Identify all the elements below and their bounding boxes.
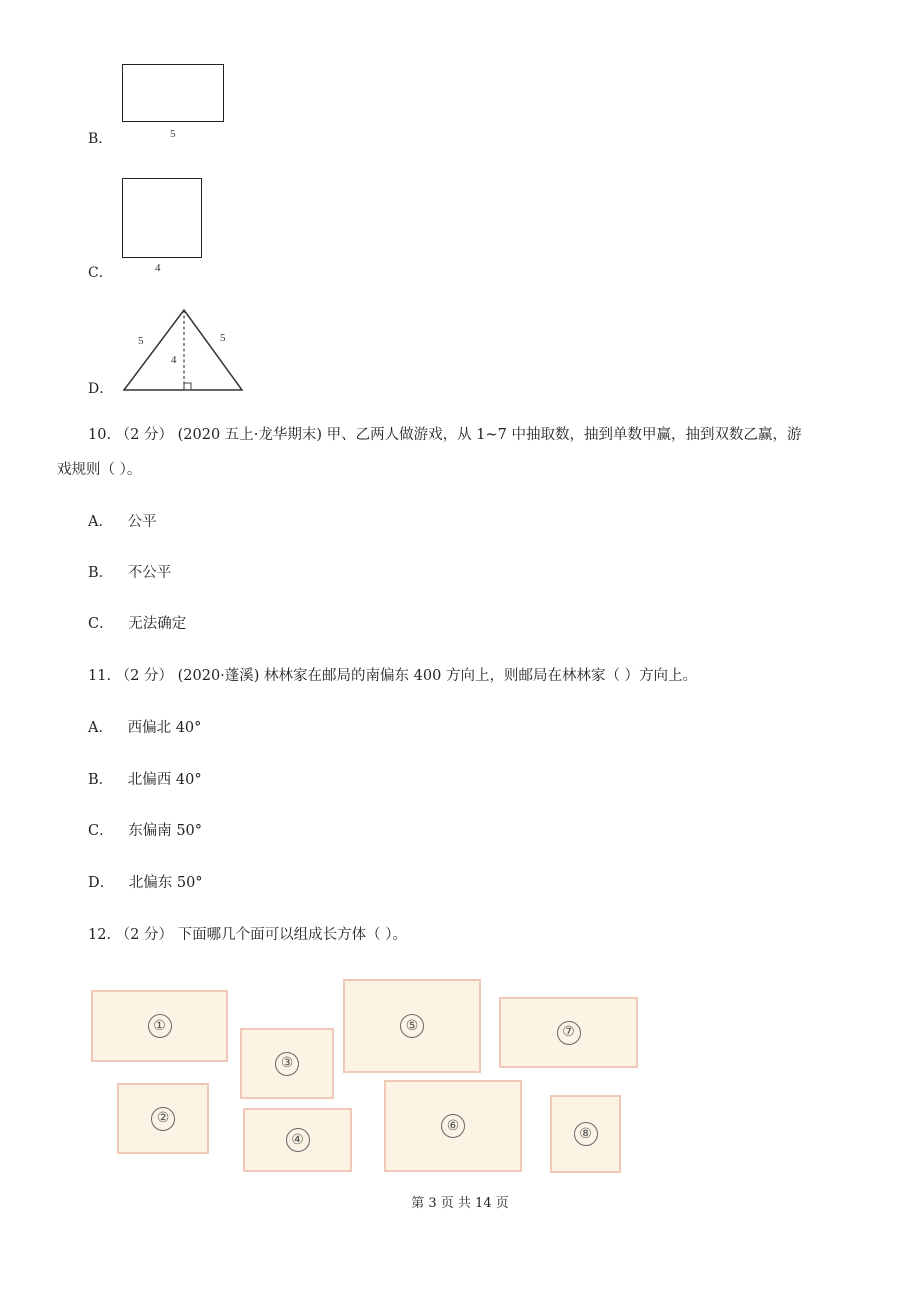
face-8	[550, 1095, 621, 1173]
option-text: 无法确定	[128, 616, 187, 632]
option-text: 北偏西 40°	[127, 772, 202, 788]
square-figure	[122, 178, 202, 258]
face-1	[91, 990, 228, 1062]
face-number: ⑤	[400, 1014, 424, 1038]
option-label: C．	[88, 616, 114, 632]
q10-option-c	[88, 614, 186, 634]
square-side-label: 4	[155, 262, 161, 274]
face-7	[499, 997, 638, 1068]
page-footer: 第 3 页 共 14 页	[411, 1196, 509, 1211]
option-label: A．	[88, 514, 113, 530]
face-3	[240, 1028, 334, 1099]
q11-option-a	[88, 718, 201, 738]
option-text: 不公平	[127, 565, 172, 581]
option-label: D．	[88, 875, 115, 891]
option-text: 公平	[127, 514, 157, 530]
face-5	[343, 979, 481, 1073]
triangle-right-side-label: 5	[220, 332, 226, 344]
triangle-figure	[118, 304, 248, 394]
face-number: ②	[151, 1107, 175, 1131]
option-text: 西偏北 40°	[127, 720, 202, 736]
q10-option-b	[88, 563, 171, 583]
triangle-height-label: 4	[171, 354, 177, 366]
face-number: ⑦	[557, 1021, 581, 1045]
question-12-line-1: 12. （2 分） 下面哪几个面可以组成长方体（ ）。	[88, 927, 407, 943]
option-label: B．	[88, 772, 114, 788]
q10-option-a	[88, 512, 157, 532]
triangle-left-side-label: 5	[138, 335, 144, 347]
option-label: B．	[88, 565, 114, 581]
face-number: ⑧	[574, 1122, 598, 1146]
option-c-label: C．	[88, 265, 113, 281]
face-number: ④	[286, 1128, 310, 1152]
option-label: A．	[88, 720, 113, 736]
face-2	[117, 1083, 209, 1154]
question-11-line-1: 11. （2 分） (2020·蓬溪) 林林家在邮局的南偏东 400 方向上，则邮局在林林家（ ）方向上。	[88, 668, 698, 684]
face-number: ③	[275, 1052, 299, 1076]
face-number: ①	[148, 1014, 172, 1038]
q11-option-b	[88, 770, 202, 790]
rectangle-width-label: 5	[170, 128, 176, 140]
option-b-label: B．	[88, 131, 113, 147]
q11-option-c	[88, 821, 202, 841]
q11-option-d	[88, 873, 203, 893]
option-d-label: D．	[88, 381, 114, 397]
face-4	[243, 1108, 352, 1172]
face-number: ⑥	[441, 1114, 465, 1138]
option-label: C．	[88, 823, 114, 839]
question-10-line-1: 10. （2 分） (2020 五上·龙华期末) 甲、乙两人做游戏，从 1~7 中抽取数，抽到单数甲赢，抽到双数乙赢，游	[88, 427, 802, 443]
face-6	[384, 1080, 522, 1172]
option-text: 北偏东 50°	[128, 875, 203, 891]
option-text: 东偏南 50°	[128, 823, 203, 839]
question-10-line-2: 戏规则（ ）。	[57, 462, 142, 478]
rectangle-figure	[122, 64, 224, 122]
